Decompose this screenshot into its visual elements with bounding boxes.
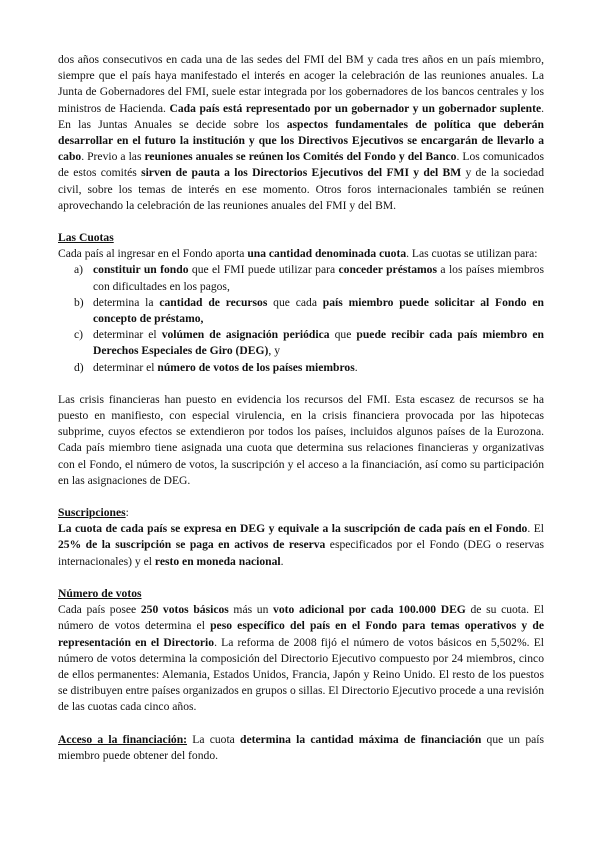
list-item: c) determinar el volúmen de asignación periódica que puede recibir cada país miembro en Derechos Especiales de Giro (DEG), y	[74, 328, 544, 358]
crisis-paragraph: Las crisis financieras han puesto en evidencia los recursos del FMI. Esta escasez de recursos se ha puesto en manifiesto, con especial virulencia, en la crisis financiera provocada por las hipotecas subprime, cuyos efectos se extendieron por todos los países, incluidos algunos países de la Eurozona. Cada país miembro tiene asignada una cuota que determina sus relaciones financieras y organizativas con el Fondo, el número de votos, la suscripción y el acceso a la financiación, así como su participación en las asignaciones de DEG.	[58, 392, 544, 487]
votos-paragraph: Cada país posee 250 votos básicos más un voto adicional por cada 100.000 DEG de su cuota. El número de votos determina el peso específico del país en el Fondo para temas operativos y de representación en el Directorio. La reforma de 2008 fijó el número de votos básicos en 5,502%. El número de votos determina la composición del Directorio Ejecutivo compuesto por 24 miembros, cinco de ellos permanentes: Alemania, Estados Unidos, Francia, Japón y Reino Unido. El resto de los puestos se distribuyen entre países organizados en grupos o sillas. El Directorio Ejecutivo procede a una revisión de las cuotas cada cinco años.	[58, 603, 545, 714]
suscripciones-paragraph: La cuota de cada país se expresa en DEG y equivale a la suscripción de cada país en el Fondo. El 25% de la suscripción se paga en activos de reserva especificados por el Fondo (DEG o reservas internacionales) y el resto en moneda nacional.	[58, 522, 545, 568]
list-item: b) determina la cantidad de recursos que cada país miembro puede solicitar al Fondo en concepto de préstamo,	[74, 295, 545, 326]
votos-heading: Número de votos	[58, 586, 142, 600]
document-page	[58, 52, 544, 764]
cuotas-intro: Cada país al ingresar en el Fondo aporta una cantidad denominada cuota. Las cuotas se utilizan para:	[58, 247, 538, 261]
list-item: a) constituir un fondo que el FMI puede utilizar para conceder préstamos a los países miembros con dificultades en los pagos,	[74, 263, 544, 293]
list-item: d) determinar el número de votos de los países miembros.	[74, 360, 358, 374]
cuotas-list	[58, 262, 544, 375]
acceso-paragraph: Acceso a la financiación: La cuota determina la cantidad máxima de financiación que un país miembro puede obtener del fondo.	[58, 732, 544, 762]
suscripciones-heading: Suscripciones:	[58, 506, 129, 520]
acceso-heading: Acceso a la financiación:	[58, 732, 188, 746]
intro-paragraph: dos años consecutivos en cada una de las sedes del FMI del BM y cada tres años en un país miembro, siempre que el país haya manifestado el interés en acoger la celebración de las reuniones anuales. La Junta de Gobernadores del FMI, suele estar integrada por los gobernadores de los bancos centrales y los ministros de Hacienda. Cada país está representado por un gobernador y un gobernador suplente. En las Juntas Anuales se decide sobre los aspectos fundamentales de política que deberán desarrollar en el futuro la institución y que los Directivos Ejecutivos se encargarán de llevarlo a cabo. Previo a las reuniones anuales se reúnen los Comités del Fondo y del Banco. Los comunicados de estos comités sirven de pauta a los Directorios Ejecutivos del FMI y del BM y de la sociedad civil, sobre los temas de interés en ese momento. Otros foros internacionales también se reúnen aprovechando la celebración de las reuniones anuales del FMI y del BM.	[58, 53, 544, 212]
cuotas-heading: Las Cuotas	[58, 231, 114, 245]
